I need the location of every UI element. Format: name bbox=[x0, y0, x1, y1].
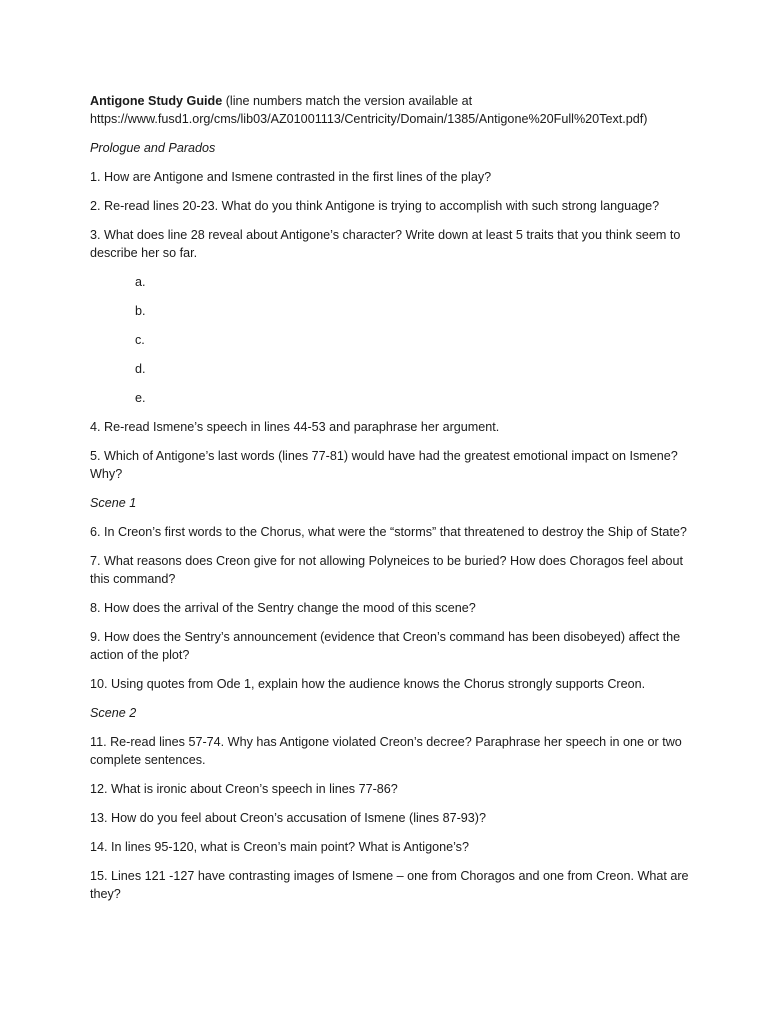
trait-item-c: c. bbox=[135, 333, 145, 347]
question-13: 13. How do you feel about Creon’s accusation of Ismene (lines 87-93)? bbox=[90, 811, 487, 825]
question-12: 12. What is ironic about Creon’s speech in lines 77-86? bbox=[90, 782, 398, 796]
header-note: (line numbers match the version available at https://www.fusd1.org/cms/lib03/AZ01001113/Centricity/Domain/1385/Antigone%20Full%20Text.pdf) bbox=[90, 94, 648, 126]
question-9: 9. How does the Sentry’s announcement (evidence that Creon’s command has been disobeyed) affect the action of the plot? bbox=[90, 630, 681, 662]
question-7: 7. What reasons does Creon give for not allowing Polyneices to be buried? How does Choragos feel about this command? bbox=[90, 554, 683, 586]
trait-item-a: a. bbox=[135, 275, 146, 289]
question-11: 11. Re-read lines 57-74. Why has Antigone violated Creon’s decree? Paraphrase her speech in one or two complete sentences. bbox=[90, 735, 682, 767]
question-8: 8. How does the arrival of the Sentry change the mood of this scene? bbox=[90, 601, 476, 615]
header bbox=[90, 92, 690, 128]
trait-item-b: b. bbox=[135, 304, 146, 318]
question-10: 10. Using quotes from Ode 1, explain how the audience knows the Chorus strongly supports Creon. bbox=[90, 677, 646, 691]
section-heading-prologue: Prologue and Parados bbox=[90, 141, 216, 155]
section-heading-scene-1: Scene 1 bbox=[90, 496, 137, 510]
document-title: Antigone Study Guide bbox=[90, 94, 223, 108]
question-1: 1. How are Antigone and Ismene contrasted in the first lines of the play? bbox=[90, 170, 492, 184]
question-14: 14. In lines 95-120, what is Creon’s main point? What is Antigone’s? bbox=[90, 840, 469, 854]
question-6: 6. In Creon’s first words to the Chorus, what were the “storms” that threatened to destroy the Ship of State? bbox=[90, 525, 687, 539]
section-heading-scene-2: Scene 2 bbox=[90, 706, 137, 720]
question-2: 2. Re-read lines 20-23. What do you think Antigone is trying to accomplish with such strong language? bbox=[90, 199, 660, 213]
trait-item-e: e. bbox=[135, 391, 146, 405]
question-4: 4. Re-read Ismene’s speech in lines 44-53 and paraphrase her argument. bbox=[90, 420, 500, 434]
trait-list bbox=[90, 273, 690, 407]
question-5: 5. Which of Antigone’s last words (lines 77-81) would have had the greatest emotional impact on Ismene? Why? bbox=[90, 449, 678, 481]
study-guide-content bbox=[90, 92, 690, 914]
question-3: 3. What does line 28 reveal about Antigone’s character? Write down at least 5 traits that you think seem to describe her so far. bbox=[90, 228, 681, 260]
trait-item-d: d. bbox=[135, 362, 146, 376]
question-15: 15. Lines 121 -127 have contrasting images of Ismene – one from Choragos and one from Creon. What are they? bbox=[90, 869, 689, 901]
